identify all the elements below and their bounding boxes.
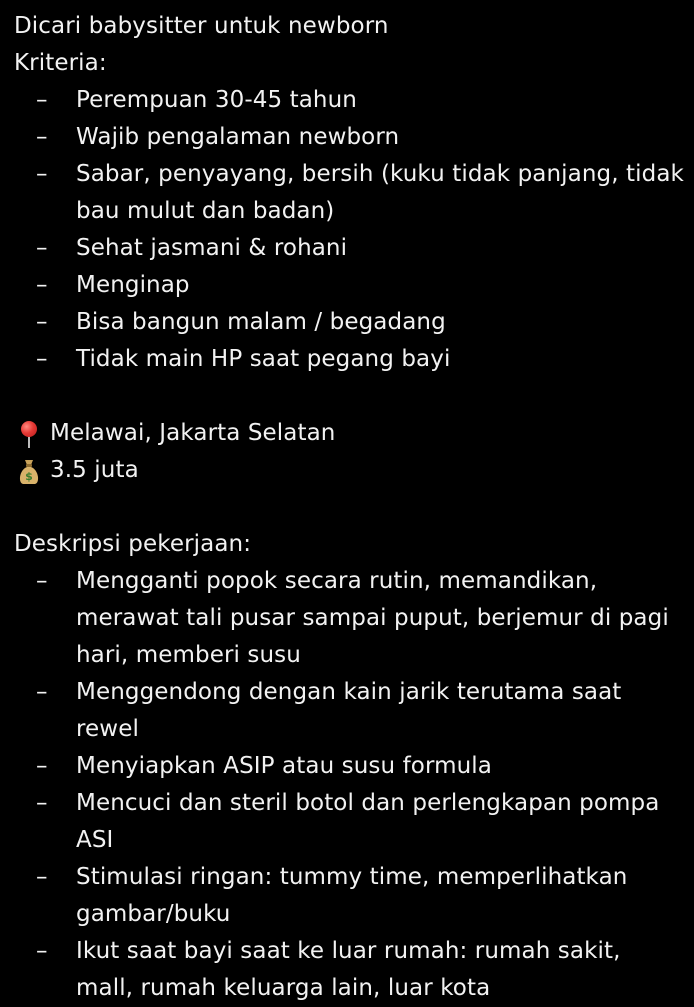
task-item-text: Stimulasi ringan: tummy time, memperlihatkan gambar/buku [76, 864, 628, 927]
task-item-text: Menggendong dengan kain jarik terutama saat rewel [76, 679, 622, 742]
criteria-item-text: Sabar, penyayang, bersih (kuku tidak panjang, tidak bau mulut dan badan) [76, 161, 684, 224]
criteria-item-text: Tidak main HP saat pegang bayi [76, 346, 451, 372]
tasks-list [14, 563, 694, 1007]
task-item [14, 785, 694, 859]
criteria-item-text: Sehat jasmani & rohani [76, 235, 348, 261]
bullet-dash: – [36, 679, 48, 705]
criteria-item-text: Bisa bangun malam / begadang [76, 309, 446, 335]
bullet-dash: – [36, 309, 48, 335]
criteria-item-text: Perempuan 30-45 tahun [76, 87, 357, 113]
blank-line [14, 378, 694, 415]
task-item [14, 563, 694, 674]
bullet-dash: – [36, 124, 48, 150]
blank-line [14, 489, 694, 526]
criteria-item [14, 82, 694, 119]
task-item [14, 859, 694, 933]
bullet-dash: – [36, 272, 48, 298]
task-item-text: Menyiapkan ASIP atau susu formula [76, 753, 492, 779]
criteria-item-text: Wajib pengalaman newborn [76, 124, 400, 150]
bullet-dash: – [36, 753, 48, 779]
bullet-dash: – [36, 235, 48, 261]
location-text: Melawai, Jakarta Selatan [50, 420, 336, 446]
criteria-item-text: Menginap [76, 272, 190, 298]
salary-text: 3.5 juta [50, 457, 139, 483]
tasks-heading: Deskripsi pekerjaan: [14, 531, 252, 557]
criteria-item [14, 156, 694, 230]
task-item [14, 748, 694, 785]
salary-row [14, 452, 694, 489]
bullet-dash: – [36, 938, 48, 964]
task-item [14, 674, 694, 748]
location-row [14, 415, 694, 452]
criteria-item [14, 304, 694, 341]
criteria-item [14, 230, 694, 267]
criteria-item [14, 341, 694, 378]
bullet-dash: – [36, 790, 48, 816]
criteria-item [14, 119, 694, 156]
post-title: Dicari babysitter untuk newborn [14, 13, 389, 39]
bullet-dash: – [36, 864, 48, 890]
bullet-dash: – [36, 87, 48, 113]
task-item [14, 933, 694, 1007]
bullet-dash: – [36, 568, 48, 594]
task-item-text: Ikut saat bayi saat ke luar rumah: rumah sakit, mall, rumah keluarga lain, luar kota [76, 938, 621, 1001]
money-bag-icon [14, 456, 44, 486]
criteria-heading: Kriteria: [14, 50, 107, 76]
task-item-text: Mengganti popok secara rutin, memandikan, merawat tali pusar sampai puput, berjemur di pagi hari, memberi susu [76, 568, 669, 668]
svg-text:$: $ [25, 469, 33, 483]
bullet-dash: – [36, 346, 48, 372]
bullet-dash: – [36, 161, 48, 187]
criteria-list [14, 82, 694, 378]
round-pushpin-icon [14, 419, 44, 449]
criteria-item [14, 267, 694, 304]
task-item-text: Mencuci dan steril botol dan perlengkapan pompa ASI [76, 790, 660, 853]
